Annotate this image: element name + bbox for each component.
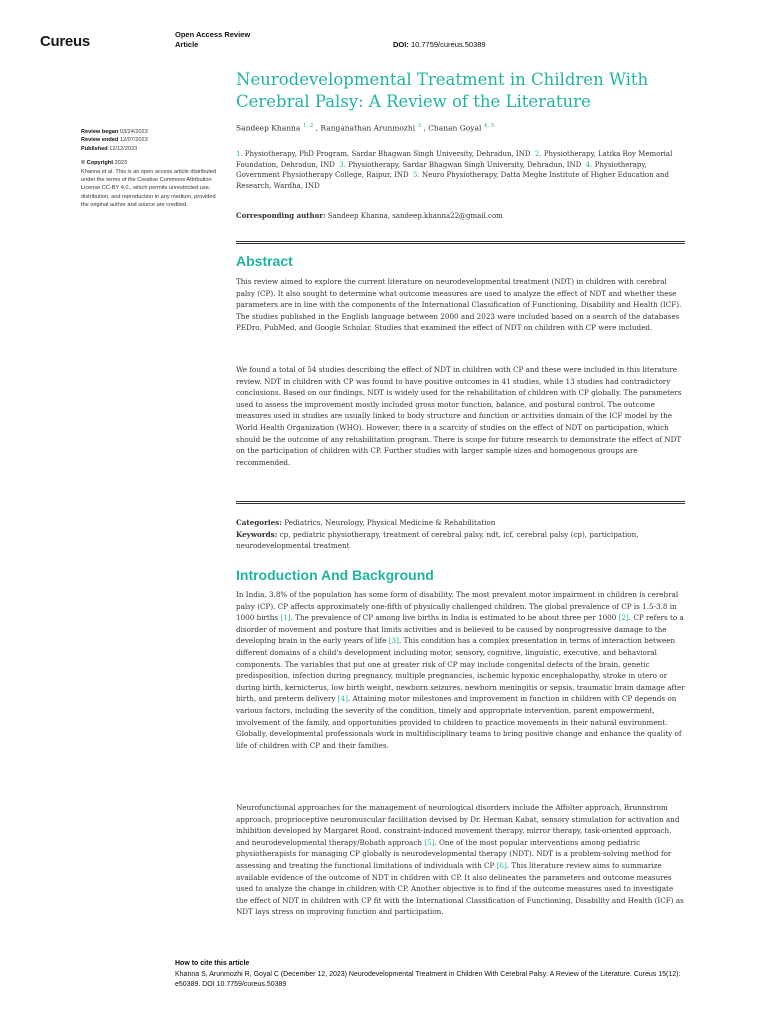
categories-value[interactable]: Pediatrics, Neurology, Physical Medicine & Rehabilitation: [284, 518, 496, 527]
body-text: . The prevalence of CP among live births in India is estimated to be about three per 1000: [290, 613, 619, 623]
doi-link[interactable]: 10.7759/cureus.50389: [410, 40, 486, 49]
author-name[interactable]: Sandeep Khanna: [236, 123, 301, 133]
citation-link[interactable]: [3]: [388, 636, 399, 646]
body-text: . CP refers to a disorder of movement and posture that limits activities and is believed to be caused by nonprogressive damage to the developing brain in the early years of life: [236, 613, 684, 646]
affil-text: Physiotherapy, Latika Roy Memorial Foundation, Dehradun, IND: [236, 150, 673, 169]
author-sep: ,: [423, 123, 429, 133]
citation-link[interactable]: [2]: [618, 613, 629, 623]
review-began-date: 03/24/2023: [119, 129, 148, 135]
license-text: Khanna et al. This is an open access article distributed under the terms of the Creative Commons Attribution License CC-BY 4.0., which permits unrestricted use, distribution, and reproduction in any medium, provided the original author and source are credited.: [81, 168, 217, 209]
abstract-paragraph: We found a total of 54 studies describing the effect of NDT in children with CP and these were included in this literature review. NDT in children with CP was found to have positive outcomes in 41 studies, while 13 studies had contradictory conclusions. Based on our findings, NDT is widely used for the rehabilitation of children with CP globally. The parameters used to assess the improvement mostly included gross motor function, balance, and postural control. The outcome measures used in studies are usually linked to body structure and function or activities domain of the ICF model by the World Health Organization (WHO). However, there is a scarcity of studies on the effect of NDT on participation, which should be the outcome of any rehabilitation program. There is scope for future research to demonstrate the effect of NDT on the participation of children with CP. Further studies with larger sample sizes and homogenous groups are recommended.: [236, 365, 682, 467]
corresponding-label: Corresponding author:: [236, 211, 326, 220]
author-sep: ,: [315, 123, 321, 133]
affil-text: Physiotherapy, Sardar Bhagwan Singh University, Dehradun, IND: [348, 160, 582, 169]
affil-number: 1.: [236, 150, 243, 158]
affil-number: 3.: [339, 160, 346, 169]
section-divider: [236, 241, 685, 244]
categories: [236, 517, 685, 528]
doi-label: DOI:: [393, 40, 409, 49]
keywords-label: Keywords:: [236, 530, 278, 539]
affil-text: Physiotherapy, PhD Program, Sardar Bhagwan Singh University, Dehradun, IND: [244, 150, 531, 158]
affil-number: 5.: [413, 171, 420, 179]
copyright-year: 2023: [114, 160, 128, 167]
article-sidebar: [81, 128, 221, 210]
intro-paragraph: [236, 589, 685, 751]
author-list: [236, 123, 696, 133]
article-type-line2: Article: [175, 40, 199, 49]
cite-text: Khanna S, Arunmozhi R, Goyal C (December 12, 2023) Neurodevelopmental Treatment in Children With Cerebral Palsy: A Review of the Literature. Cureus 15(12): e50389. DOI 10.7759/cureus.50389: [175, 971, 681, 988]
affiliations: [236, 149, 686, 191]
published-date: 12/12/2023: [109, 145, 138, 152]
affil-number: 4.: [585, 160, 593, 169]
body-text: . One of the most popular interventions among pediatric physiotherapists for managing CP globally is neurodevelopmental therapy (NDT). NDT is a problem-solving method for assessing and treating the functional limitations of individuals with CP: [236, 837, 672, 870]
author-affil-ref[interactable]: 3: [417, 123, 421, 129]
citation-link[interactable]: [4]: [337, 694, 348, 704]
author-name[interactable]: Chanan Goyal: [428, 123, 482, 133]
citation-link[interactable]: [1]: [280, 613, 291, 623]
intro-heading: Introduction And Background: [236, 567, 434, 583]
review-began-label: Review began: [81, 129, 119, 135]
author-name[interactable]: Ranganathan Arunmozhi: [320, 123, 416, 133]
cureus-logo[interactable]: Cureus: [40, 33, 90, 50]
article-title: Neurodevelopmental Treatment in Children With Cerebral Palsy: A Review of the Literature: [236, 70, 649, 111]
citation-link[interactable]: [6]: [496, 860, 507, 870]
section-divider: [236, 501, 685, 504]
keywords-value: cp, pediatric physiotherapy, treatment of cerebral palsy, ndt, icf, cerebral palsy (cp), participation, neurodevelopmental treatment: [236, 530, 639, 550]
review-ended: [81, 136, 221, 144]
published: [81, 145, 221, 153]
abstract-heading: Abstract: [236, 253, 293, 269]
body-text: . This literature review aims to summarize available evidence of the outcome of NDT in children with CP. It also delineates the parameters and outcome measures used to analyze the change in children with CP. Another objective is to find if the outcome measures used to investigate the effect of NDT in children with CP fit with the International Classification of Functioning, Disability and Health (ICF) as NDT lays stress on improving function and participation.: [236, 860, 684, 917]
copyright: [81, 159, 221, 167]
categories-label: Categories:: [236, 518, 282, 527]
body-text: In India, 3.8% of the population has some form of disability. The most prevalent motor impairment in children is cerebral palsy (CP). CP affects approximately one-fifth of physically challenged children. The global prevalence of CP is 1.5-3.8 in 1000 births: [236, 590, 679, 623]
citation-link[interactable]: [5]: [424, 837, 435, 847]
abstract-paragraph: This review aimed to explore the current literature on neurodevelopmental treatment (NDT) in children with cerebral palsy (CP). It also sought to determine what outcome measures are used to analyze the effect of NDT and whether these parameters are in line with the components of the International Classification of Functioning, Disability and Health (ICF). The studies published in the English language between 2000 and 2023 were included based on a search of the databases PEDro, PubMed, and Google Scholar. Studies that examined the effect of NDT on children with CP were included.: [236, 277, 682, 333]
review-began: [81, 128, 221, 136]
review-ended-label: Review ended: [81, 137, 119, 144]
body-text: Neurofunctional approaches for the management of neurological disorders include the Affolter approach, Brunnstrom approach, proprioceptive neuromuscular facilitation devised by Dr. Herman Kabat, sensory stimulation for activation and inhibition developed by Margaret Rood, constraint-induced movement therapy, mirror therapy, task-oriented approach, and neurodevelopmental therapy/Bobath approach: [236, 803, 680, 847]
author-affil-ref[interactable]: 1, 2: [302, 123, 314, 129]
author-affil-ref[interactable]: 4, 5: [483, 123, 495, 129]
review-ended-date: 12/07/2023: [119, 137, 148, 144]
intro-paragraph: [236, 802, 685, 918]
affil-text: Physiotherapy, Government Physiotherapy College, Raipur, IND: [236, 160, 647, 179]
doi: [393, 40, 486, 49]
body-text: . This condition has a complex presentation in terms of interaction between different domains of a child's development including motor, sensory, cognitive, linguistic, executive, and behavioral components. The variables that put one at greater risk of CP may include congenital defects of the brain, genetic predisposition, infection during pregnancy, multiple pregnancies, ischemic hypoxic encephalopathy, stroke in utero or during birth, kernicterus, low birth weight, newborn seizures, newborn meningitis or sepsis, traumatic brain damage after birth, and preterm delivery: [236, 636, 685, 704]
affil-text: Neuro Physiotherapy, Datta Meghe Institute of Higher Education and Research, Wardha, IND: [236, 171, 670, 190]
body-text: . Attaining motor milestones and improvement in function in children with CP depends on various factors, including the severity of the condition, timely and appropriate intervention, parent empowerment, involvement of the family, and opportunities provided to children to practice movements in their natural environment. Globally, developmental professionals work in multidisciplinary teams to bring positive change and enhance the quality of life of children with CP and their families.: [236, 694, 682, 750]
article-type: [175, 30, 250, 50]
affil-number: 2.: [534, 150, 542, 158]
keywords: [236, 529, 685, 551]
published-label: Published: [81, 145, 108, 152]
copyright-label: © Copyright: [81, 160, 114, 167]
corresponding-author: [236, 211, 686, 220]
article-type-line1: Open Access Review: [175, 30, 251, 39]
corresponding-value[interactable]: Sandeep Khanna, sandeep.khanna22@gmail.com: [327, 212, 503, 220]
cite-heading: How to cite this article: [175, 960, 250, 967]
